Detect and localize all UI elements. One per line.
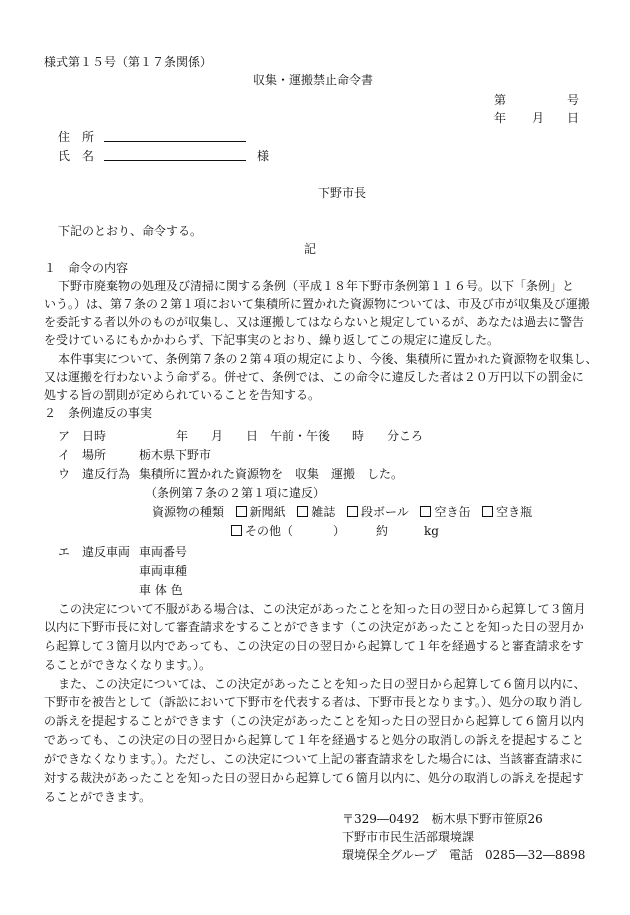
item-e-label: エ 違反車両	[58, 545, 131, 559]
number-prefix: 第	[494, 93, 507, 107]
item-a-hour: 時	[352, 429, 365, 443]
address-label: 住 所	[58, 130, 95, 144]
document-title: 収集・運搬禁止命令書	[253, 73, 374, 87]
intro-text: 下記のとおり、命令する。	[58, 224, 203, 238]
type-cardboard: 段ボール	[361, 505, 409, 519]
type-bottle: 空き瓶	[496, 505, 533, 519]
form-number: 様式第１５号（第１７条関係）	[44, 55, 213, 69]
vehicle-model: 車両車種	[139, 564, 188, 578]
checkbox-can[interactable]	[420, 506, 431, 517]
item-i-value: 栃木県下野市	[139, 448, 212, 462]
notice-line: ら起算して３箇月以内であっても、この決定の日の翌日から起算して１年を経過すると審査請求をす	[44, 639, 584, 653]
notice-line: であっても、この決定の日の翌日から起算して１年を経過すると処分の取消しの訴えを提起すること	[44, 733, 584, 747]
section1-line: を受けているにもかかわらず、下記事実のとおり、繰り返してこの規定に違反した。	[44, 333, 500, 347]
contact-department: 下野市市民生活部環境課	[342, 830, 475, 844]
section1-line: 処する旨の罰則が定められていることを告知する。	[44, 388, 321, 402]
other-row	[231, 524, 293, 539]
number-suffix: 号	[567, 93, 580, 107]
notice-line: また、この決定については、この決定があったことを知った日の翌日から起算して６箇月以内に、	[58, 677, 586, 691]
checkbox-bottle[interactable]	[482, 506, 493, 517]
date-year: 年	[494, 111, 507, 125]
notice-line: この決定について不服がある場合は、この決定があったことを知った日の翌日から起算して３箇月	[58, 602, 586, 616]
notice-line: ができなくなります。）。ただし、この決定について上記の審査請求をした場合には、当該審査請求に	[44, 752, 583, 766]
type-can: 空き缶	[434, 505, 471, 519]
item-u-label: ウ 違反行為	[58, 467, 131, 481]
section1-line: 又は運搬を行わないよう命ずる。併せて、条例では、この命令に違反した者は２０万円以下の罰金に	[44, 370, 584, 384]
honorific: 様	[257, 149, 270, 163]
section1-line: を委託する者以外のものが収集し、又は運搬してはならないと規定しているが、あなたは過去に警告	[44, 315, 585, 329]
item-a-label: ア 日時	[58, 429, 107, 443]
vehicle-color: 車 体 色	[139, 583, 183, 597]
contact-address: 〒329―0492 栃木県下野市笹原26	[342, 812, 543, 826]
name-label: 氏 名	[58, 149, 95, 163]
section1-line: 下野市廃棄物の処理及び清掃に関する条例（平成１８年下野市条例第１１６号。以下「条例」と	[58, 279, 575, 293]
address-line[interactable]	[104, 141, 246, 142]
notice-line: の訴えを提起することができます（この決定があったことを知った日の翌日から起算して６箇月以内	[44, 714, 584, 728]
other-label: その他（	[245, 524, 294, 538]
other-close: ）	[333, 524, 346, 538]
item-a-minute: 分ころ	[387, 429, 424, 443]
notice-line: 以内に下野市長に対して審査請求をすることができます（この決定があったことを知った日の翌月か	[44, 620, 584, 634]
amount-unit: kg	[424, 524, 439, 538]
item-a-ampm: 午前・午後	[270, 429, 331, 443]
vehicle-number: 車両番号	[139, 545, 188, 559]
type-magazine: 雑誌	[311, 505, 336, 519]
section2-heading: ２ 条例違反の事実	[44, 406, 153, 420]
item-a-day: 日	[246, 429, 259, 443]
section1-line: いう。）は、第７条の２第１項において集積所に置かれた資源物については、市及び市が収集及び運搬	[44, 297, 590, 311]
item-u-value: 集積所に置かれた資源物を 収集 運搬 した。	[139, 467, 404, 481]
notice-line: ることができます。	[44, 790, 152, 804]
item-a-year: 年	[176, 429, 189, 443]
name-line[interactable]	[104, 160, 246, 161]
resource-types-row	[152, 505, 532, 520]
amount-label: 約	[376, 524, 389, 538]
checkbox-cardboard[interactable]	[347, 506, 358, 517]
checkbox-magazine[interactable]	[297, 506, 308, 517]
date-month: 月	[532, 111, 545, 125]
type-newspaper: 新聞紙	[249, 505, 286, 519]
checkbox-other[interactable]	[231, 525, 242, 536]
item-i-label: イ 場所	[58, 448, 107, 462]
item-a-month: 月	[211, 429, 224, 443]
notice-line: 下野市を被告として（訴訟において下野市を代表する者は、下野市長となります。）、処分の取り消し	[44, 695, 584, 709]
issuer: 下野市長	[318, 186, 367, 200]
notice-line: 対する裁決があったことを知った日の翌日から起算して６箇月以内に、処分の取消しの訴えを提起す	[44, 771, 584, 785]
section1-heading: １ 命令の内容	[44, 261, 129, 275]
item-u-note: （条例第７条の２第１項に違反）	[145, 486, 326, 500]
notice-line: ることができなくなります。）。	[44, 658, 212, 672]
ki-heading: 記	[304, 242, 317, 256]
contact-phone: 環境保全グループ 電話 0285―32―8898	[342, 848, 586, 862]
resource-types-label: 資源物の種類	[152, 505, 225, 519]
date-day: 日	[567, 111, 580, 125]
checkbox-newspaper[interactable]	[236, 506, 247, 517]
section1-line: 本件事実について、条例第７条の２第４項の規定により、今後、集積所に置かれた資源物を収集し、	[58, 352, 598, 366]
